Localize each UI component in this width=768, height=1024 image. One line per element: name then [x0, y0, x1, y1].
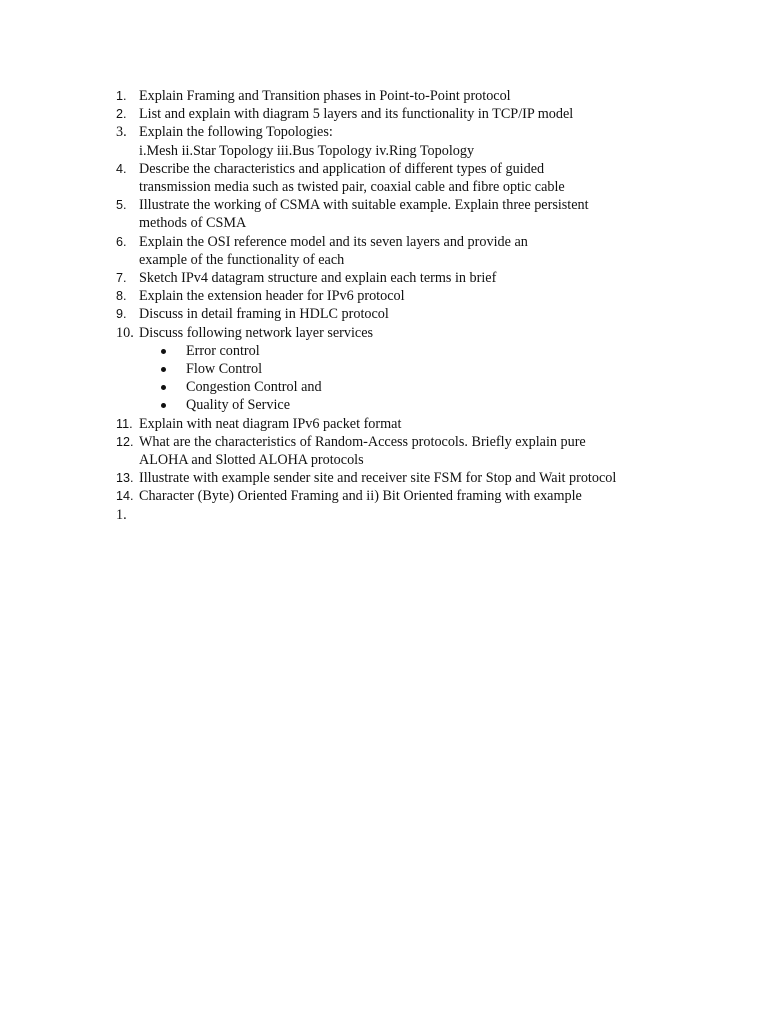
question-text: List and explain with diagram 5 layers and its functionality in TCP/IP model: [139, 106, 574, 123]
question-number: 6.: [116, 234, 127, 249]
question-item-3: [0, 123, 768, 159]
question-item-11: [0, 415, 768, 433]
question-item-9: [0, 305, 768, 323]
question-item-empty: [0, 506, 768, 524]
list-item-text: Error control: [186, 342, 260, 359]
list-item: [0, 342, 768, 360]
question-item-10: [0, 324, 768, 415]
question-text: Illustrate the working of CSMA with suitable example. Explain three persistent: [139, 197, 589, 214]
question-item-13: [0, 469, 768, 487]
question-item-6: [0, 233, 768, 269]
list-item-text: Quality of Service: [186, 397, 291, 414]
question-text: Explain the extension header for IPv6 protocol: [139, 288, 405, 305]
question-number: 1.: [116, 89, 127, 103]
list-item: [0, 360, 768, 378]
question-number: 9.: [116, 307, 127, 322]
question-text-continued: example of the functionality of each: [139, 251, 345, 268]
question-number: 1.: [116, 506, 127, 523]
question-number: 13.: [116, 471, 134, 486]
question-number: 2.: [116, 107, 127, 122]
question-number: 5.: [116, 198, 127, 213]
question-item-12: [0, 433, 768, 469]
question-number: 4.: [116, 161, 127, 176]
question-text: Explain with neat diagram IPv6 packet format: [139, 415, 402, 432]
question-text: Describe the characteristics and application of different types of guided: [139, 160, 545, 177]
question-number: 8.: [116, 289, 127, 304]
question-item-7: [0, 269, 768, 287]
question-text-continued: ALOHA and Slotted ALOHA protocols: [139, 452, 364, 469]
question-number: 14.: [116, 489, 134, 504]
question-list: [0, 87, 768, 524]
question-number: 10.: [116, 324, 134, 341]
list-item: [0, 396, 768, 414]
bullet-icon: [161, 367, 166, 372]
question-text: Illustrate with example sender site and receiver site FSM for Stop and Wait protocol: [139, 470, 617, 487]
bullet-icon: [161, 403, 166, 408]
bullet-icon: [161, 385, 166, 390]
question-text-continued: transmission media such as twisted pair, coaxial cable and fibre optic cable: [139, 179, 565, 196]
question-item-5: [0, 196, 768, 232]
bullet-icon: [161, 349, 166, 354]
question-text-continued: methods of CSMA: [139, 215, 247, 232]
question-item-8: [0, 287, 768, 305]
question-item-2: [0, 105, 768, 123]
question-text: Discuss in detail framing in HDLC protocol: [139, 306, 389, 323]
question-number: 7.: [116, 271, 127, 286]
list-item-text: Congestion Control and: [186, 379, 322, 396]
question-text: Explain the following Topologies:: [139, 124, 333, 141]
list-item-text: Flow Control: [186, 361, 263, 378]
question-text: Explain Framing and Transition phases in Point-to-Point protocol: [139, 88, 511, 104]
network-layer-services-list: [0, 342, 768, 415]
question-text: Character (Byte) Oriented Framing and ii) Bit Oriented framing with example: [139, 488, 582, 505]
question-number: 3.: [116, 124, 127, 141]
question-text: Discuss following network layer services: [139, 324, 374, 341]
question-number: 11.: [116, 416, 133, 431]
question-text-continued: i.Mesh ii.Star Topology iii.Bus Topology iv.Ring Topology: [139, 142, 475, 159]
list-item: [0, 378, 768, 396]
question-text: Explain the OSI reference model and its seven layers and provide an: [139, 233, 528, 250]
question-item-4: [0, 160, 768, 196]
question-item-14: [0, 487, 768, 505]
question-text: What are the characteristics of Random-Access protocols. Briefly explain pure: [139, 433, 586, 450]
question-number: 12.: [116, 434, 134, 449]
question-item-1: [0, 87, 768, 105]
question-text: Sketch IPv4 datagram structure and explain each terms in brief: [139, 270, 497, 287]
